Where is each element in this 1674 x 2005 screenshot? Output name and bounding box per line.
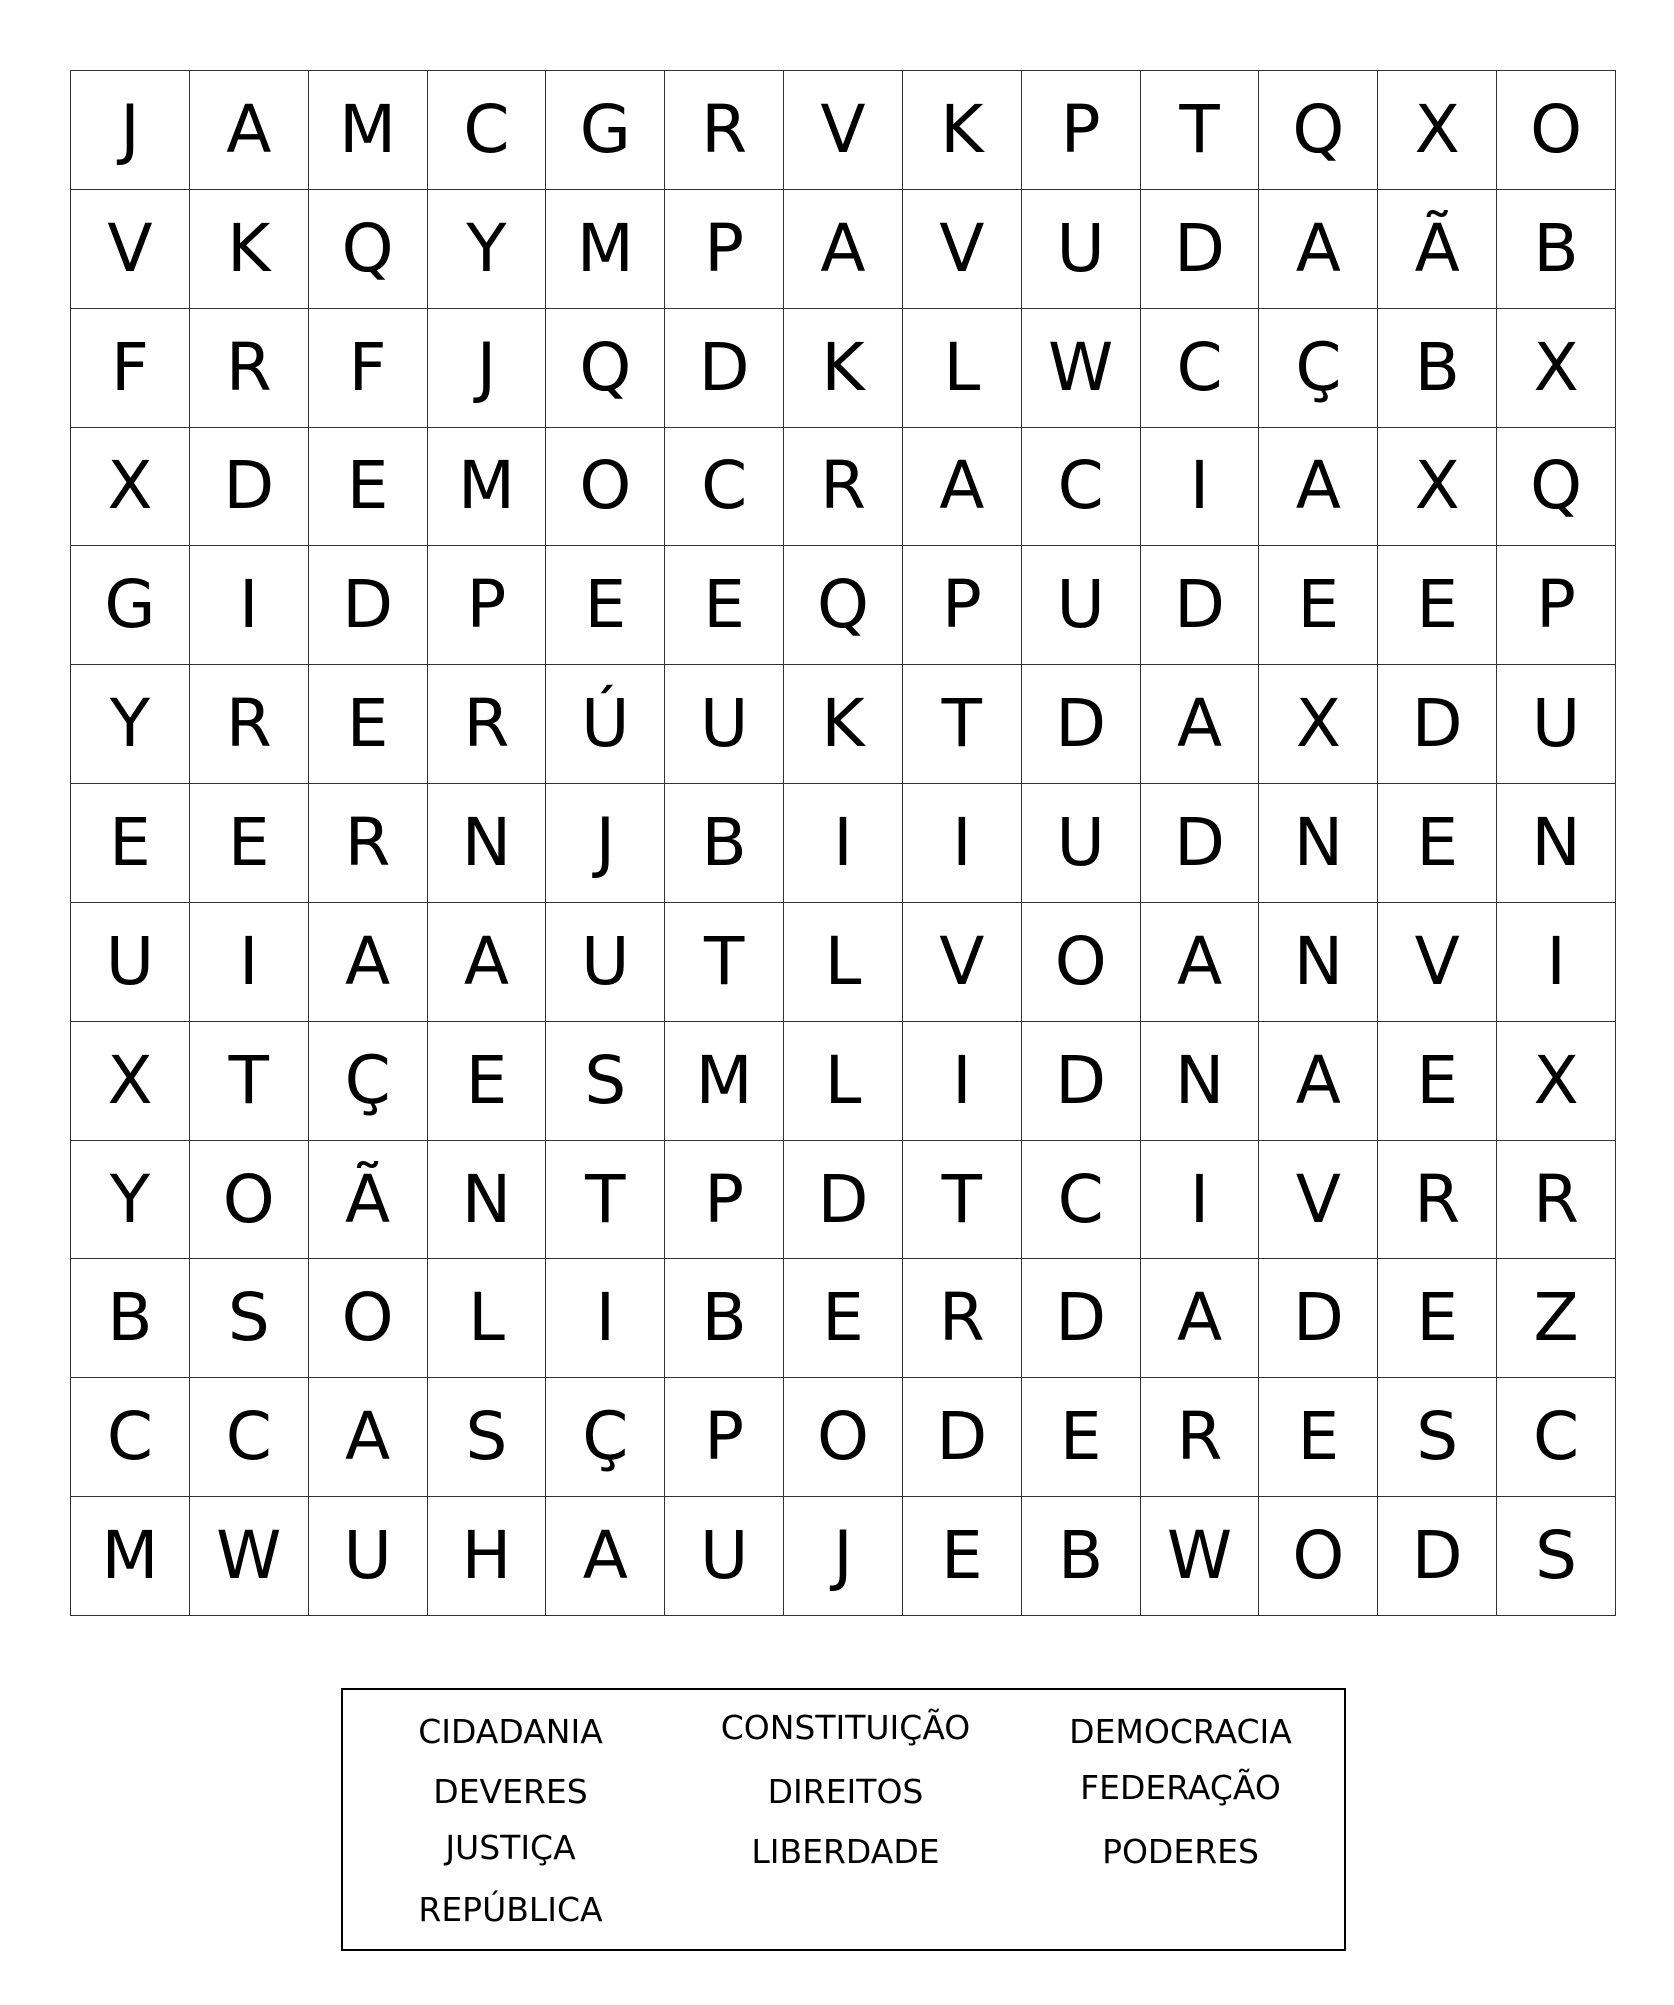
grid-cell[interactable]: R	[665, 71, 784, 190]
grid-cell[interactable]: Ã	[1378, 190, 1497, 309]
grid-cell[interactable]: L	[784, 903, 903, 1022]
word-list-item: DIREITOS	[767, 1772, 924, 1811]
grid-cell[interactable]: U	[546, 903, 665, 1022]
grid-cell[interactable]: E	[1022, 1378, 1141, 1497]
grid-cell[interactable]: D	[784, 1141, 903, 1260]
grid-cell[interactable]: U	[1022, 784, 1141, 903]
grid-cell[interactable]: U	[71, 903, 190, 1022]
grid-cell[interactable]: S	[1497, 1497, 1616, 1616]
grid-cell[interactable]: P	[428, 546, 547, 665]
grid-cell[interactable]: E	[784, 1259, 903, 1378]
grid-cell[interactable]: D	[1141, 784, 1260, 903]
grid-cell[interactable]: O	[546, 428, 665, 547]
grid-cell[interactable]: C	[1141, 309, 1260, 428]
grid-cell[interactable]: A	[309, 1378, 428, 1497]
grid-cell[interactable]: E	[428, 1022, 547, 1141]
grid-cell[interactable]: O	[1022, 903, 1141, 1022]
grid-cell[interactable]: E	[546, 546, 665, 665]
grid-cell[interactable]: X	[1378, 71, 1497, 190]
grid-cell[interactable]: Ã	[309, 1141, 428, 1260]
grid-cell[interactable]: V	[71, 190, 190, 309]
grid-cell[interactable]: X	[71, 1022, 190, 1141]
grid-cell[interactable]: A	[1141, 903, 1260, 1022]
grid-cell[interactable]: E	[309, 665, 428, 784]
grid-cell[interactable]: O	[190, 1141, 309, 1260]
grid-cell[interactable]: R	[1378, 1141, 1497, 1260]
grid-cell[interactable]: K	[784, 309, 903, 428]
grid-cell[interactable]: N	[428, 784, 547, 903]
grid-cell[interactable]: Z	[1497, 1259, 1616, 1378]
grid-cell[interactable]: D	[1141, 546, 1260, 665]
word-list-item: PODERES	[1102, 1832, 1259, 1871]
grid-cell[interactable]: I	[190, 546, 309, 665]
grid-cell[interactable]: E	[665, 546, 784, 665]
grid-cell[interactable]: M	[71, 1497, 190, 1616]
grid-cell[interactable]: B	[1378, 309, 1497, 428]
grid-cell[interactable]: W	[1022, 309, 1141, 428]
grid-cell[interactable]: T	[903, 665, 1022, 784]
grid-cell[interactable]: L	[903, 309, 1022, 428]
grid-cell[interactable]: F	[309, 309, 428, 428]
grid-cell[interactable]: N	[1259, 784, 1378, 903]
grid-cell[interactable]: P	[1022, 71, 1141, 190]
grid-cell[interactable]: R	[784, 428, 903, 547]
grid-cell[interactable]: P	[903, 546, 1022, 665]
grid-cell[interactable]: L	[428, 1259, 547, 1378]
grid-cell[interactable]: N	[1497, 784, 1616, 903]
grid-cell[interactable]: U	[1497, 665, 1616, 784]
grid-cell[interactable]: G	[71, 546, 190, 665]
grid-cell[interactable]: C	[1497, 1378, 1616, 1497]
grid-cell[interactable]: D	[190, 428, 309, 547]
grid-cell[interactable]: E	[190, 784, 309, 903]
grid-cell[interactable]: B	[71, 1259, 190, 1378]
grid-cell[interactable]: U	[309, 1497, 428, 1616]
grid-cell[interactable]: P	[665, 1141, 784, 1260]
grid-cell[interactable]: Q	[1497, 428, 1616, 547]
grid-cell[interactable]: V	[1378, 903, 1497, 1022]
grid-cell[interactable]: U	[665, 1497, 784, 1616]
grid-cell[interactable]: D	[1022, 665, 1141, 784]
grid-cell[interactable]: N	[1259, 903, 1378, 1022]
grid-cell[interactable]: A	[903, 428, 1022, 547]
grid-cell[interactable]: S	[190, 1259, 309, 1378]
grid-cell[interactable]: W	[1141, 1497, 1260, 1616]
grid-cell[interactable]: B	[665, 1259, 784, 1378]
grid-cell[interactable]: A	[546, 1497, 665, 1616]
grid-cell[interactable]: B	[665, 784, 784, 903]
grid-cell[interactable]: D	[1022, 1022, 1141, 1141]
grid-cell[interactable]: C	[1022, 1141, 1141, 1260]
grid-cell[interactable]: E	[71, 784, 190, 903]
grid-cell[interactable]: D	[1378, 1497, 1497, 1616]
word-list-item: FEDERAÇÃO	[1080, 1768, 1281, 1807]
grid-cell[interactable]: C	[190, 1378, 309, 1497]
grid-cell[interactable]: E	[903, 1497, 1022, 1616]
grid-cell[interactable]: A	[784, 190, 903, 309]
grid-cell[interactable]: K	[784, 665, 903, 784]
grid-cell[interactable]: C	[71, 1378, 190, 1497]
word-list-item: JUSTIÇA	[445, 1828, 576, 1867]
grid-cell[interactable]: J	[428, 309, 547, 428]
grid-cell[interactable]: U	[665, 665, 784, 784]
word-list-item: LIBERDADE	[751, 1832, 940, 1871]
grid-cell[interactable]: E	[1378, 1022, 1497, 1141]
grid-cell[interactable]: J	[784, 1497, 903, 1616]
grid-cell[interactable]: V	[784, 71, 903, 190]
grid-cell[interactable]: T	[665, 903, 784, 1022]
grid-cell[interactable]: A	[309, 903, 428, 1022]
grid-cell[interactable]: C	[665, 428, 784, 547]
grid-cell[interactable]: Y	[428, 190, 547, 309]
grid-cell[interactable]: J	[546, 784, 665, 903]
grid-cell[interactable]: H	[428, 1497, 547, 1616]
grid-cell[interactable]: E	[1378, 546, 1497, 665]
grid-cell[interactable]: V	[903, 903, 1022, 1022]
grid-cell[interactable]: A	[428, 903, 547, 1022]
grid-cell[interactable]: O	[309, 1259, 428, 1378]
grid-cell[interactable]: P	[665, 190, 784, 309]
grid-cell[interactable]: R	[190, 309, 309, 428]
grid-cell[interactable]: D	[1141, 190, 1260, 309]
grid-cell[interactable]: D	[1022, 1259, 1141, 1378]
letter-grid	[70, 70, 1616, 1616]
grid-cell[interactable]: L	[784, 1022, 903, 1141]
grid-cell[interactable]: O	[1259, 1497, 1378, 1616]
word-list-item: CONSTITUIÇÃO	[720, 1708, 971, 1747]
grid-cell[interactable]: T	[190, 1022, 309, 1141]
grid-cell[interactable]: Q	[309, 190, 428, 309]
grid-cell[interactable]: D	[309, 546, 428, 665]
grid-cell[interactable]: N	[428, 1141, 547, 1260]
word-list-item: REPÚBLICA	[418, 1890, 603, 1929]
word-list-item: DEMOCRACIA	[1069, 1712, 1292, 1751]
grid-cell[interactable]: K	[190, 190, 309, 309]
grid-cell[interactable]: Q	[784, 546, 903, 665]
grid-cell[interactable]: U	[1022, 546, 1141, 665]
grid-cell[interactable]: I	[1141, 428, 1260, 547]
grid-cell[interactable]: W	[190, 1497, 309, 1616]
grid-cell[interactable]: T	[903, 1141, 1022, 1260]
grid-cell[interactable]: Q	[546, 309, 665, 428]
grid-cell[interactable]: Ç	[1259, 309, 1378, 428]
grid-cell[interactable]: F	[71, 309, 190, 428]
grid-cell[interactable]: I	[1497, 903, 1616, 1022]
grid-cell[interactable]: R	[190, 665, 309, 784]
grid-cell[interactable]: A	[190, 71, 309, 190]
grid-cell[interactable]: A	[1259, 428, 1378, 547]
grid-cell[interactable]: X	[1497, 1022, 1616, 1141]
grid-cell[interactable]: A	[1141, 1259, 1260, 1378]
grid-cell[interactable]: P	[1497, 546, 1616, 665]
grid-cell[interactable]: Y	[71, 665, 190, 784]
grid-cell[interactable]: J	[71, 71, 190, 190]
grid-cell[interactable]: A	[1259, 1022, 1378, 1141]
grid-cell[interactable]: Ú	[546, 665, 665, 784]
grid-cell[interactable]: X	[1259, 665, 1378, 784]
grid-cell[interactable]: M	[546, 190, 665, 309]
grid-cell[interactable]: I	[903, 1022, 1022, 1141]
grid-cell[interactable]: R	[1141, 1378, 1260, 1497]
grid-cell[interactable]: E	[309, 428, 428, 547]
grid-cell[interactable]: U	[1022, 190, 1141, 309]
grid-cell[interactable]: M	[665, 1022, 784, 1141]
grid-cell[interactable]: V	[1259, 1141, 1378, 1260]
grid-cell[interactable]: M	[428, 428, 547, 547]
grid-cell[interactable]: O	[1497, 71, 1616, 190]
grid-cell[interactable]: I	[546, 1259, 665, 1378]
grid-cell[interactable]: Y	[71, 1141, 190, 1260]
grid-cell[interactable]: E	[1378, 1259, 1497, 1378]
grid-cell[interactable]: I	[1141, 1141, 1260, 1260]
grid-cell[interactable]: V	[903, 190, 1022, 309]
grid-cell[interactable]: I	[903, 784, 1022, 903]
grid-cell[interactable]: D	[903, 1378, 1022, 1497]
grid-cell[interactable]: O	[784, 1378, 903, 1497]
word-list-item: DEVERES	[433, 1772, 588, 1811]
grid-cell[interactable]: Q	[1259, 71, 1378, 190]
grid-cell[interactable]: K	[903, 71, 1022, 190]
grid-cell[interactable]: E	[1259, 546, 1378, 665]
grid-cell[interactable]: B	[1022, 1497, 1141, 1616]
grid-cell[interactable]: E	[1378, 784, 1497, 903]
grid-cell[interactable]: E	[1259, 1378, 1378, 1497]
grid-cell[interactable]: D	[665, 309, 784, 428]
grid-cell[interactable]: C	[428, 71, 547, 190]
grid-cell[interactable]: X	[71, 428, 190, 547]
word-list-item: CIDADANIA	[418, 1712, 603, 1751]
grid-cell[interactable]: S	[428, 1378, 547, 1497]
grid-cell[interactable]: D	[1378, 665, 1497, 784]
grid-cell[interactable]: X	[1378, 428, 1497, 547]
grid-cell[interactable]: T	[546, 1141, 665, 1260]
grid-cell[interactable]: A	[1141, 665, 1260, 784]
grid-cell[interactable]: R	[903, 1259, 1022, 1378]
grid-cell[interactable]: N	[1141, 1022, 1260, 1141]
grid-cell[interactable]: S	[1378, 1378, 1497, 1497]
grid-cell[interactable]: D	[1259, 1259, 1378, 1378]
grid-cell[interactable]: G	[546, 71, 665, 190]
grid-cell[interactable]: M	[309, 71, 428, 190]
grid-cell[interactable]: I	[784, 784, 903, 903]
grid-cell[interactable]: C	[1022, 428, 1141, 547]
grid-cell[interactable]: R	[309, 784, 428, 903]
grid-cell[interactable]: I	[190, 903, 309, 1022]
grid-cell[interactable]: B	[1497, 190, 1616, 309]
grid-cell[interactable]: A	[1259, 190, 1378, 309]
grid-cell[interactable]: X	[1497, 309, 1616, 428]
grid-cell[interactable]: R	[1497, 1141, 1616, 1260]
grid-cell[interactable]: Ç	[309, 1022, 428, 1141]
word-list-box	[341, 1688, 1346, 1951]
grid-cell[interactable]: S	[546, 1022, 665, 1141]
grid-cell[interactable]: T	[1141, 71, 1260, 190]
grid-cell[interactable]: Ç	[546, 1378, 665, 1497]
grid-cell[interactable]: P	[665, 1378, 784, 1497]
grid-cell[interactable]: R	[428, 665, 547, 784]
